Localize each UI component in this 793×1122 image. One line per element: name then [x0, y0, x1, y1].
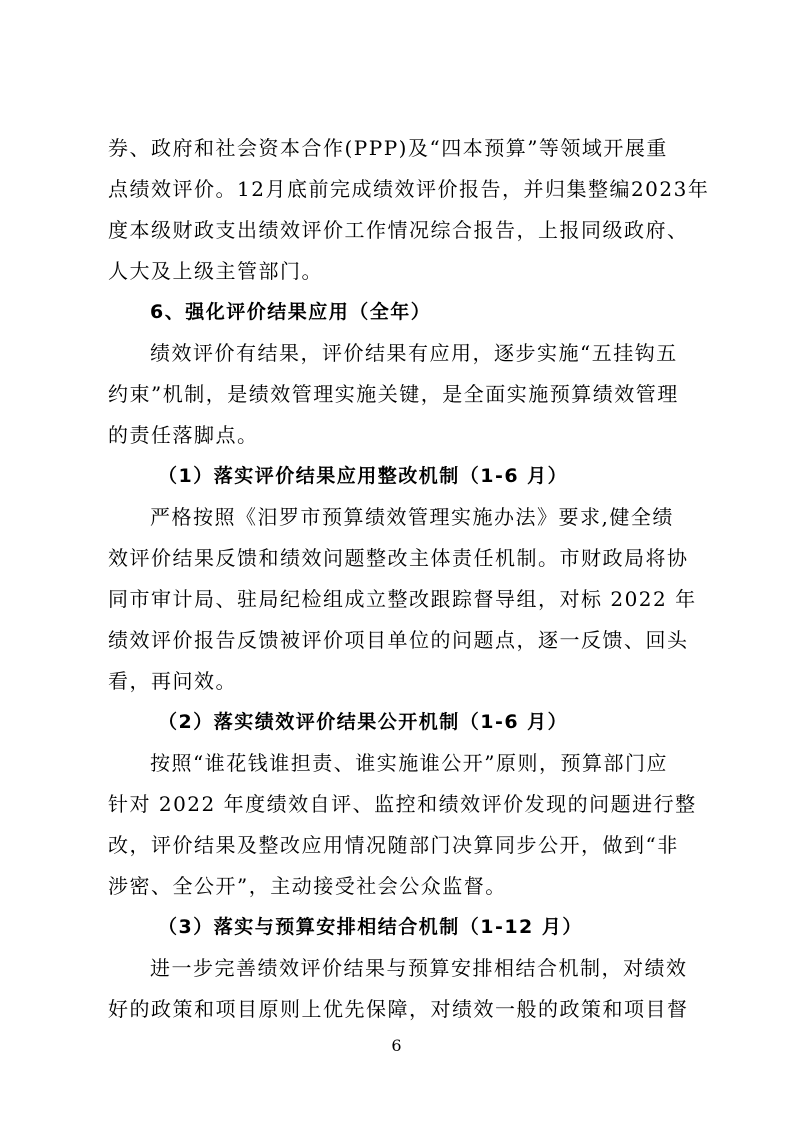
body-text-line: 的责任落脚点。	[108, 423, 259, 447]
body-text-line: 好的政策和项目原则上优先保障，对绩效一般的政策和项目督	[108, 997, 689, 1021]
body-text-line: 人大及上级主管部门。	[108, 259, 323, 283]
page-number: 6	[391, 1036, 402, 1055]
body-text-line: 约束”机制，是绩效管理实施关键，是全面实施预算绩效管理	[108, 382, 679, 406]
body-text-line: 进一步完善绩效评价结果与预算安排相结合机制，对绩效	[150, 956, 688, 980]
section-heading: 6、强化评价结果应用（全年）	[150, 301, 432, 323]
body-text-line: 按照“谁花钱谁担责、谁实施谁公开”原则，预算部门应	[150, 751, 668, 775]
body-text-line: 绩效评价有结果，评价结果有应用，逐步实施“五挂钩五	[150, 341, 678, 365]
body-text-line: 针对 2022 年度绩效自评、监控和绩效评价发现的问题进行整	[108, 792, 697, 816]
subsection-heading: （2）落实绩效评价结果公开机制（1-6 月）	[158, 711, 569, 733]
body-text-line: 绩效评价报告反馈被评价项目单位的问题点，逐一反馈、回头	[108, 628, 689, 652]
subsection-heading: （3）落实与预算安排相结合机制（1-12 月）	[158, 916, 583, 938]
document-body	[108, 128, 710, 1030]
body-text-line: 效评价结果反馈和绩效问题整改主体责任机制。市财政局将协	[108, 546, 689, 570]
body-text-line: 度本级财政支出绩效评价工作情况综合报告，上报同级政府、	[108, 218, 689, 242]
body-text-line: 点绩效评价。12月底前完成绩效评价报告，并归集整编2023年	[108, 177, 710, 201]
body-text-line: 改，评价结果及整改应用情况随部门决算同步公开，做到“非	[108, 833, 679, 857]
body-text-line: 券、政府和社会资本合作(PPP)及“四本预算”等领域开展重	[108, 136, 668, 160]
body-text-line: 看，再问效。	[108, 669, 237, 693]
body-text-line: 严格按照《汨罗市预算绩效管理实施办法》要求,健全绩	[150, 505, 674, 529]
body-text-line: 同市审计局、驻局纪检组成立整改跟踪督导组，对标 2022 年	[108, 587, 697, 611]
body-text-line: 涉密、全公开”，主动接受社会公众监督。	[108, 874, 507, 898]
subsection-heading: （1）落实评价结果应用整改机制（1-6 月）	[158, 465, 569, 487]
